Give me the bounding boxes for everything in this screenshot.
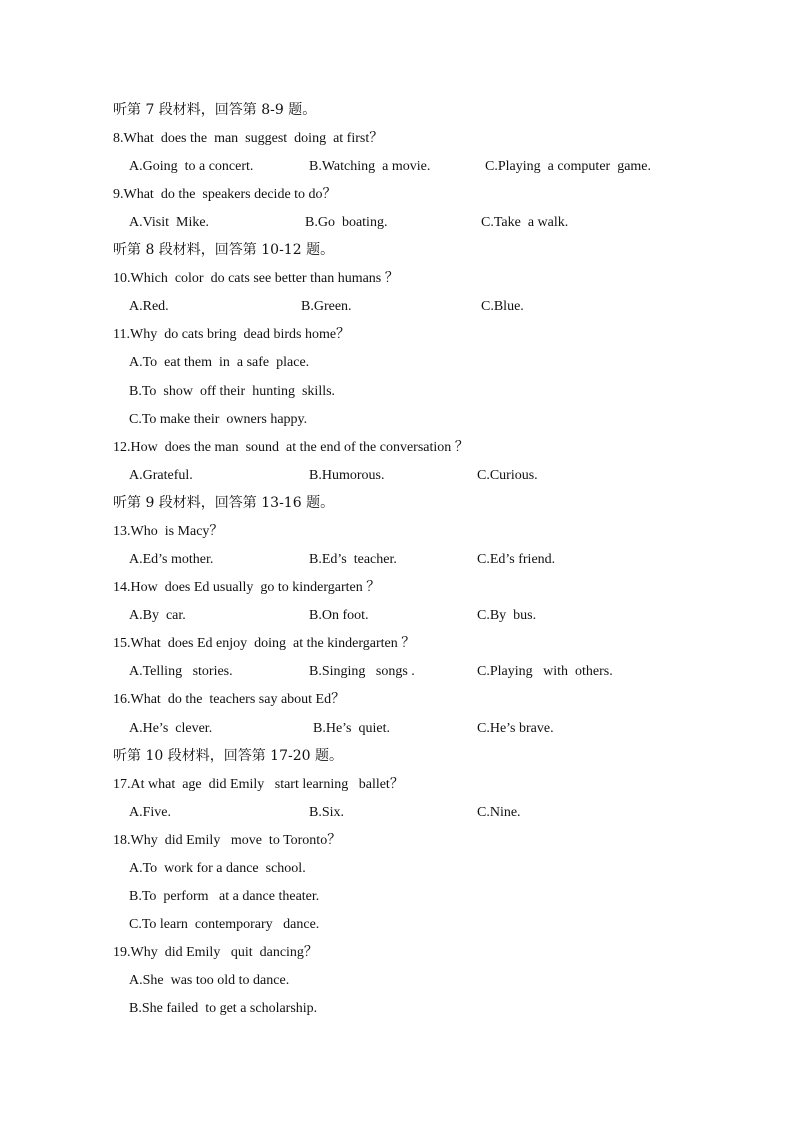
question-12: 12.How does the man sound at the end of the conversation ？ [113,440,469,455]
q17-option-c: C.Nine. [477,805,521,820]
section-8-heading: 听第 8 段材料，回答第 10-12 题。 [113,242,335,258]
q19-option-b: B.She failed to get a scholarship. [129,1001,318,1016]
q14-option-a: A.By car. [129,608,186,623]
q11-option-c: C.To make their owners happy. [129,412,308,427]
q10-option-a: A.Red. [129,299,169,314]
q8-option-a: A.Going to a concert. [129,159,254,174]
q11-option-b: B.To show off their hunting skills. [129,384,336,399]
q18-option-c: C.To learn contemporary dance. [129,917,320,932]
section-10-heading: 听第 10 段材料，回答第 17-20 题。 [113,748,343,764]
q16-option-a: A.He’s clever. [129,721,213,736]
q10-option-c: C.Blue. [481,299,524,314]
question-10: 10.Which color do cats see better than humans ？ [113,271,399,286]
q12-option-c: C.Curious. [477,468,538,483]
question-9: 9.What do the speakers decide to do？ [113,187,337,202]
q15-option-c: C.Playing with others. [477,664,613,679]
q14-option-b: B.On foot. [309,608,369,623]
q19-option-a: A.She was too old to dance. [129,973,290,988]
q14-option-c: C.By bus. [477,608,537,623]
q18-option-a: A.To work for a dance school. [129,861,306,876]
q13-option-a: A.Ed’s mother. [129,552,214,567]
question-14: 14.How does Ed usually go to kindergarten ？ [113,580,381,595]
question-19: 19.Why did Emily quit dancing？ [113,945,318,960]
q15-option-b: B.Singing songs . [309,664,415,679]
q9-option-a: A.Visit Mike. [129,215,210,230]
q13-option-b: B.Ed’s teacher. [309,552,397,567]
q9-option-c: C.Take a walk. [481,215,569,230]
q16-option-b: B.He’s quiet. [313,721,390,736]
question-16: 16.What do the teachers say about Ed？ [113,692,346,707]
q13-option-c: C.Ed’s friend. [477,552,556,567]
question-13: 13.Who is Macy？ [113,524,224,539]
q10-option-b: B.Green. [301,299,352,314]
question-18: 18.Why did Emily move to Toronto？ [113,833,342,848]
question-17: 17.At what age did Emily start learning ballet？ [113,777,404,792]
question-15: 15.What does Ed enjoy doing at the kindergarten ？ [113,636,416,651]
q16-option-c: C.He’s brave. [477,721,554,736]
q17-option-b: B.Six. [309,805,345,820]
q18-option-b: B.To perform at a dance theater. [129,889,320,904]
q11-option-a: A.To eat them in a safe place. [129,355,310,370]
q9-option-b: B.Go boating. [305,215,388,230]
section-7-heading: 听第 7 段材料，回答第 8-9 题。 [113,102,317,118]
question-8: 8.What does the man suggest doing at first？ [113,131,384,146]
q12-option-b: B.Humorous. [309,468,385,483]
q17-option-a: A.Five. [129,805,171,820]
section-9-heading: 听第 9 段材料，回答第 13-16 题。 [113,495,335,511]
question-11: 11.Why do cats bring dead birds home？ [113,327,351,342]
q8-option-b: B.Watching a movie. [309,159,431,174]
q12-option-a: A.Grateful. [129,468,193,483]
q15-option-a: A.Telling stories. [129,664,233,679]
q8-option-c: C.Playing a computer game. [485,159,652,174]
